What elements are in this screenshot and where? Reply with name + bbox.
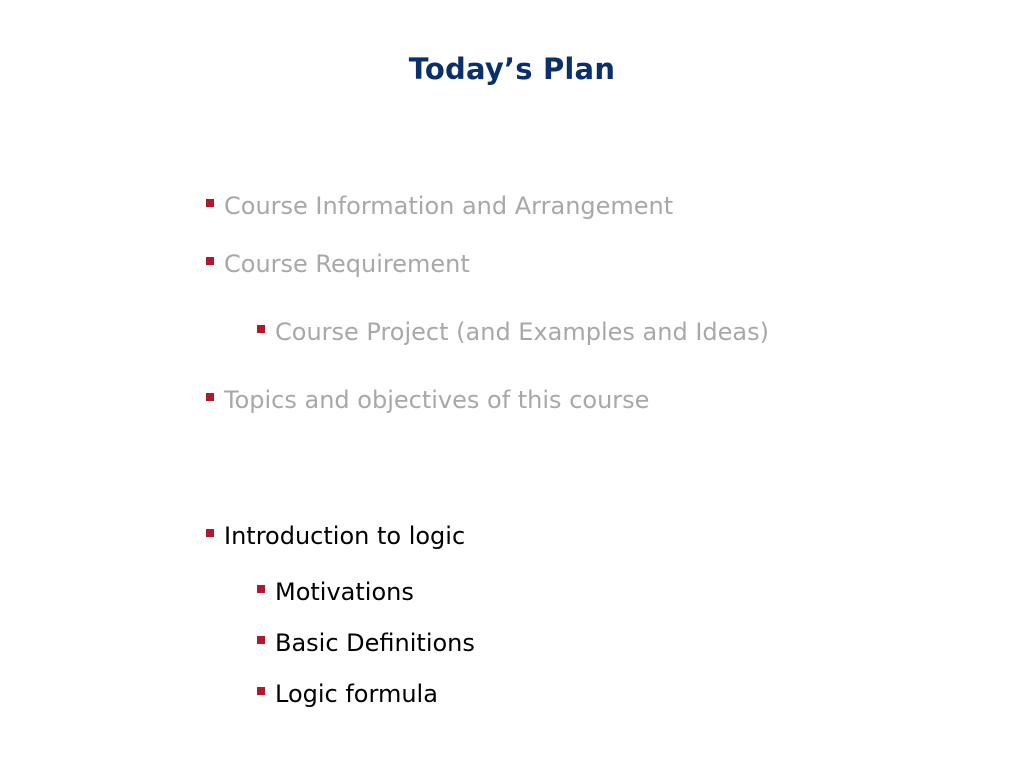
square-bullet-icon <box>257 325 265 333</box>
list-item <box>206 523 465 549</box>
list-item-label: Course Project (and Examples and Ideas) <box>275 318 769 346</box>
sub-list-item <box>257 630 475 656</box>
slide-title: Today’s Plan <box>408 52 616 86</box>
list-item-label: Motivations <box>275 578 414 606</box>
list-item-label: Introduction to logic <box>224 522 466 550</box>
square-bullet-icon <box>257 687 265 695</box>
list-item-label: Topics and objectives of this course <box>224 386 650 414</box>
list-item <box>206 387 649 413</box>
sub-list-item <box>257 579 414 605</box>
list-item-label: Logic formula <box>275 680 438 708</box>
square-bullet-icon <box>206 393 214 401</box>
square-bullet-icon <box>257 585 265 593</box>
list-item-label: Course Requirement <box>224 250 470 278</box>
sub-list-item <box>257 319 769 345</box>
square-bullet-icon <box>206 199 214 207</box>
square-bullet-icon <box>206 529 214 537</box>
square-bullet-icon <box>206 257 214 265</box>
sub-list-item <box>257 681 438 707</box>
list-item-label: Course Information and Arrangement <box>224 192 674 220</box>
list-item <box>206 251 470 277</box>
list-item-label: Basic Definitions <box>275 629 475 657</box>
list-item <box>206 193 673 219</box>
square-bullet-icon <box>257 636 265 644</box>
